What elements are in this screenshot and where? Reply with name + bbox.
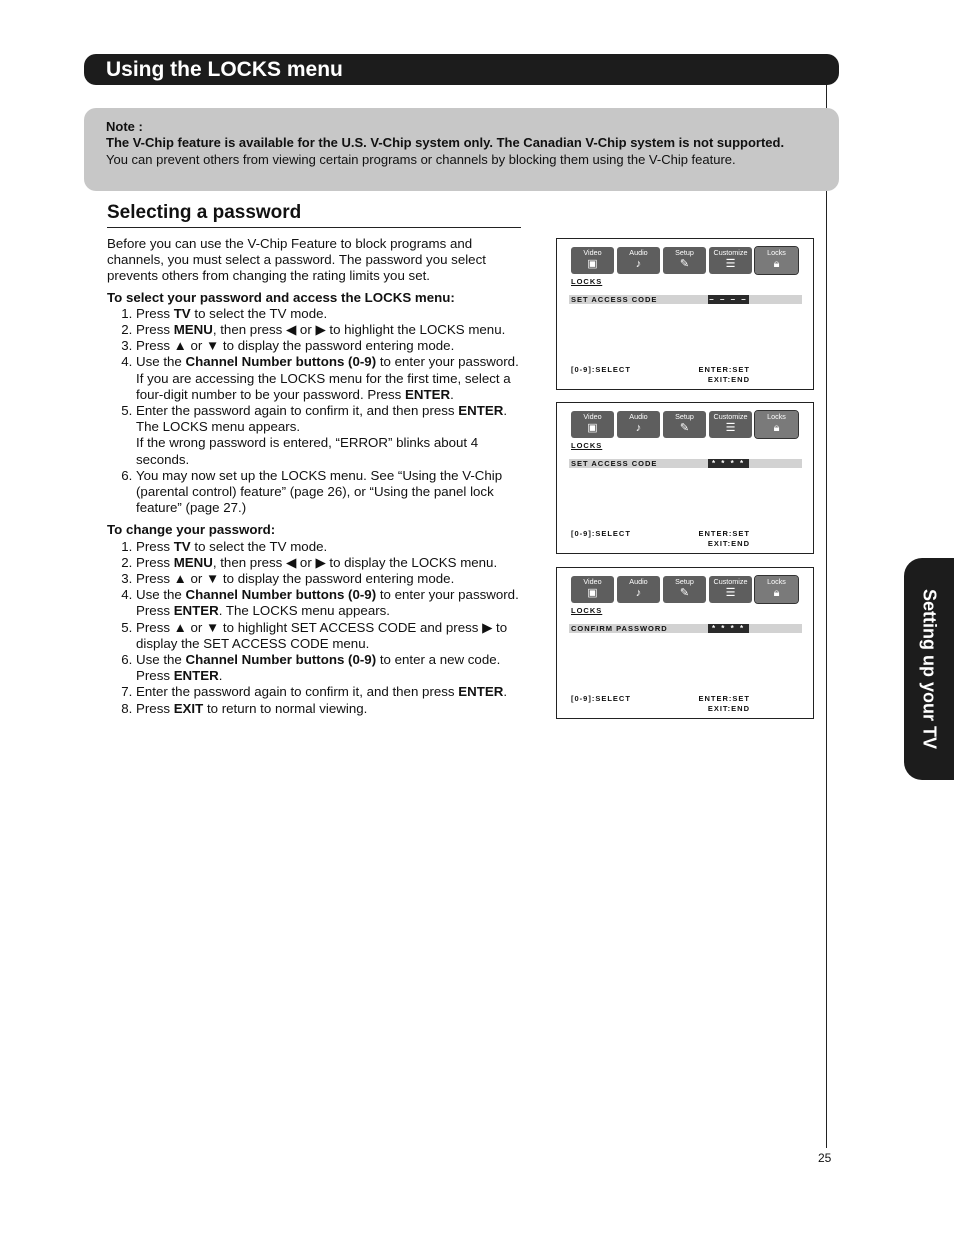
tab-customize: Customize ☰ xyxy=(709,411,752,438)
tab-locks: Locks 🔒︎ xyxy=(755,411,798,438)
osd-row-label: CONFIRM PASSWORD xyxy=(571,624,668,633)
screen-icon: ▣ xyxy=(587,422,598,434)
osd-row-highlight xyxy=(569,459,802,468)
osd-row-value: – – – – xyxy=(709,295,748,304)
osd-menu-title: LOCKS xyxy=(571,441,603,450)
music-note-icon: ♪ xyxy=(635,587,642,599)
tab-setup: Setup ✎ xyxy=(663,576,706,603)
osd-row-value: * * * * xyxy=(708,459,749,468)
tab-video: Video ▣ xyxy=(571,411,614,438)
osd-menu-title: LOCKS xyxy=(571,606,603,615)
list-item: 6. You may now set up the LOCKS menu. See “Using the V-Chip (parental control) feature” (page 26), or “Using the panel lock feature” (page 27.) xyxy=(136,468,525,517)
osd-footer-select: [0-9]:SELECT xyxy=(571,365,631,374)
padlock-icon: 🔒︎ xyxy=(773,587,780,599)
list-item: 1. Press TV to select the TV mode. xyxy=(136,539,525,555)
tab-setup: Setup ✎ xyxy=(663,411,706,438)
list-item: 6. Use the Channel Number buttons (0-9) to enter a new code. Press ENTER. xyxy=(136,652,525,684)
osd-menu-title: LOCKS xyxy=(571,277,603,286)
tab-setup: Setup ✎ xyxy=(663,247,706,274)
screen-icon: ▣ xyxy=(587,587,598,599)
page-title-bar xyxy=(84,54,839,85)
osd-row-highlight xyxy=(569,295,802,304)
list-item: 5. Enter the password again to confirm it, and then press ENTER. The LOCKS menu appears. If the wrong password is entered, “ERROR” blinks about 4 seconds. xyxy=(136,403,525,468)
music-note-icon: ♪ xyxy=(635,422,642,434)
osd-screen-confirm-password xyxy=(556,567,814,719)
list-item: 1. Press TV to select the TV mode. xyxy=(136,306,525,322)
note-bold-text: The V-Chip feature is available for the U.S. V-Chip system only. The Canadian V-Chip system is not supported. xyxy=(106,135,785,151)
osd-screen-set-code-entered xyxy=(556,402,814,554)
osd-row-highlight xyxy=(569,624,802,633)
tab-audio: Audio ♪ xyxy=(617,576,660,603)
margin-rule xyxy=(826,85,827,1148)
select-heading: To select your password and access the LOCKS menu: xyxy=(107,289,455,305)
section-title: Selecting a password xyxy=(107,202,521,228)
tab-locks: Locks 🔒︎ xyxy=(755,247,798,274)
list-item: 2. Press MENU, then press ◀ or ▶ to display the LOCKS menu. xyxy=(136,555,525,571)
padlock-icon: 🔒︎ xyxy=(773,258,780,270)
list-item: 3. Press ▲ or ▼ to display the password entering mode. xyxy=(136,338,525,354)
list-icon: ☰ xyxy=(725,587,736,599)
osd-footer-select: [0-9]:SELECT xyxy=(571,694,631,703)
list-item: 4. Use the Channel Number buttons (0-9) to enter your password. Press ENTER. The LOCKS menu appears. xyxy=(136,587,525,619)
screen-icon: ▣ xyxy=(587,258,598,270)
osd-tab-bar xyxy=(571,247,798,274)
tab-customize: Customize ☰ xyxy=(709,576,752,603)
osd-tab-bar xyxy=(571,576,798,603)
tab-audio: Audio ♪ xyxy=(617,247,660,274)
tab-locks: Locks 🔒︎ xyxy=(755,576,798,603)
tab-audio: Audio ♪ xyxy=(617,411,660,438)
list-item: 5. Press ▲ or ▼ to highlight SET ACCESS CODE and press ▶ to display the SET ACCESS CODE menu. xyxy=(136,620,525,652)
list-item: 3. Press ▲ or ▼ to display the password entering mode. xyxy=(136,571,525,587)
section-side-tab xyxy=(904,558,954,780)
instructions xyxy=(107,236,525,717)
list-icon: ☰ xyxy=(725,422,736,434)
osd-row-label: SET ACCESS CODE xyxy=(571,459,658,468)
wrench-icon: ✎ xyxy=(679,422,690,434)
note-text: You can prevent others from viewing certain programs or channels by blocking them using the V-Chip feature. xyxy=(106,151,736,167)
note-label: Note : xyxy=(106,119,143,134)
note-box xyxy=(84,108,839,191)
wrench-icon: ✎ xyxy=(679,587,690,599)
change-steps xyxy=(107,539,525,717)
tab-customize: Customize ☰ xyxy=(709,247,752,274)
list-item: 2. Press MENU, then press ◀ or ▶ to highlight the LOCKS menu. xyxy=(136,322,525,338)
page-number: 25 xyxy=(818,1151,832,1165)
music-note-icon: ♪ xyxy=(635,258,642,270)
list-item: 8. Press EXIT to return to normal viewing. xyxy=(136,701,525,717)
osd-row-value: * * * * xyxy=(708,624,749,633)
intro-paragraph: Before you can use the V-Chip Feature to block programs and channels, you must select a password. The password you select prevents others from changing the rating limits you set. xyxy=(107,236,486,284)
osd-footer-enter-exit: ENTER:SET EXIT:END xyxy=(698,694,750,713)
osd-row-label: SET ACCESS CODE xyxy=(571,295,658,304)
osd-footer-enter-exit: ENTER:SET EXIT:END xyxy=(698,529,750,548)
list-icon: ☰ xyxy=(725,258,736,270)
osd-footer-select: [0-9]:SELECT xyxy=(571,529,631,538)
osd-screen-set-code-empty xyxy=(556,238,814,390)
page-title: Using the LOCKS menu xyxy=(106,57,343,81)
change-heading: To change your password: xyxy=(107,522,276,538)
osd-footer-enter-exit: ENTER:SET EXIT:END xyxy=(698,365,750,384)
select-steps xyxy=(107,306,525,517)
list-item: 4. Use the Channel Number buttons (0-9) to enter your password. If you are accessing the LOCKS menu for the first time, select a four-digit number to be your password. Press ENTER. xyxy=(136,354,525,403)
list-item: 7. Enter the password again to confirm it, and then press ENTER. xyxy=(136,684,525,700)
side-tab-label: Setting up your TV xyxy=(919,589,940,749)
tab-video: Video ▣ xyxy=(571,576,614,603)
osd-tab-bar xyxy=(571,411,798,438)
padlock-icon: 🔒︎ xyxy=(773,422,780,434)
wrench-icon: ✎ xyxy=(679,258,690,270)
tab-video: Video ▣ xyxy=(571,247,614,274)
